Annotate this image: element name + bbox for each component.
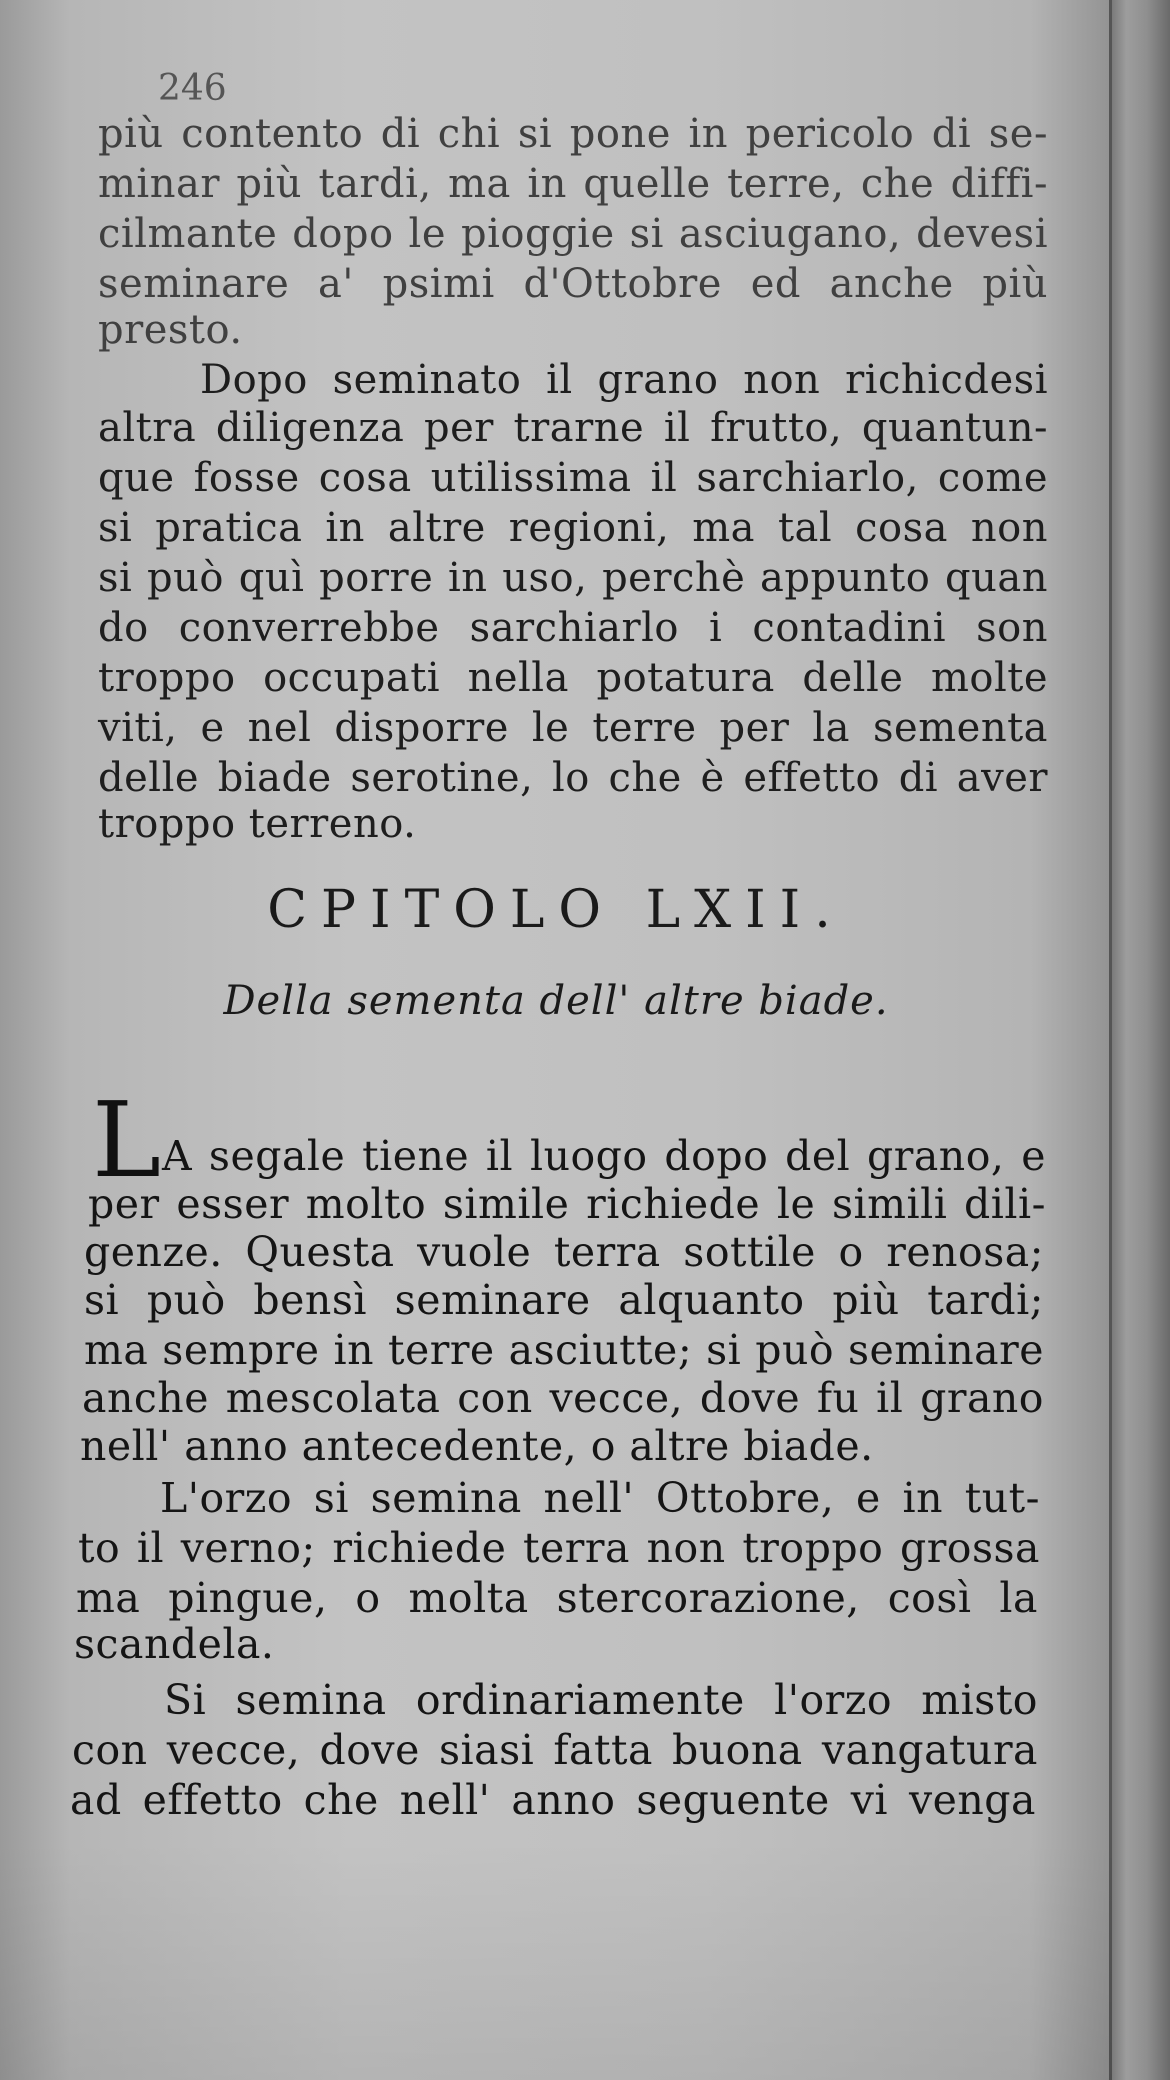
text-line: per esser molto simile richiede le simili dili- <box>88 1180 1046 1228</box>
chapter-subtitle: Della sementa dell' altre biade. <box>223 978 889 1024</box>
text-line: A segale tiene il luogo dopo del grano, e <box>162 1132 1046 1180</box>
text-line: ma pingue, o molta stercorazione, così la <box>76 1574 1038 1622</box>
text-line: nell' anno antecedente, o altre biade. <box>80 1422 874 1470</box>
page-number: 246 <box>158 68 227 109</box>
text-line: si può bensì seminare alquanto più tardi; <box>84 1276 1044 1324</box>
text-line: cilmante dopo le pioggie si asciugano, devesi <box>98 211 1048 257</box>
text-line: ad effetto che nell' anno seguente vi venga <box>70 1776 1036 1824</box>
text-line: viti, e nel disporre le terre per la sementa <box>98 705 1048 751</box>
text-line: Si semina ordinariamente l'orzo misto <box>164 1676 1038 1724</box>
text-line: delle biade serotine, lo che è effetto di aver <box>98 755 1048 801</box>
text-line: que fosse cosa utilissima il sarchiarlo, come <box>98 455 1048 501</box>
text-line: minar più tardi, ma in quelle terre, che diffi- <box>98 161 1048 207</box>
text-line: scandela. <box>74 1620 275 1668</box>
text-line: genze. Questa vuole terra sottile o renosa; <box>84 1228 1044 1276</box>
text-line: Dopo seminato il grano non richicdesi <box>200 357 1048 403</box>
text-line: ma sempre in terre asciutte; si può seminare <box>84 1326 1044 1374</box>
text-line: con vecce, dove siasi fatta buona vangatura <box>72 1726 1038 1774</box>
text-line: altra diligenza per trarne il frutto, quantun- <box>98 405 1048 451</box>
chapter-title: CPITOLO LXII. <box>267 880 845 940</box>
text-line: troppo occupati nella potatura delle molte <box>98 655 1048 701</box>
text-line: anche mescolata con vecce, dove fu il grano <box>82 1374 1044 1422</box>
text-line: più contento di chi si pone in pericolo di se- <box>98 111 1048 157</box>
text-line: si pratica in altre regioni, ma tal cosa non <box>98 505 1048 551</box>
drop-cap: L <box>92 1079 162 1201</box>
text-line: L'orzo si semina nell' Ottobre, e in tut- <box>160 1474 1040 1522</box>
text-line: si può quì porre in uso, perchè appunto quan <box>98 555 1048 601</box>
text-line: seminare a' psimi d'Ottobre ed anche più <box>98 261 1048 307</box>
book-edge <box>1109 0 1170 2080</box>
text-line: presto. <box>98 307 243 353</box>
text-line: do converrebbe sarchiarlo i contadini son <box>98 605 1048 651</box>
text-line: troppo terreno. <box>98 801 417 847</box>
text-line: to il verno; richiede terra non troppo grossa <box>78 1524 1040 1572</box>
